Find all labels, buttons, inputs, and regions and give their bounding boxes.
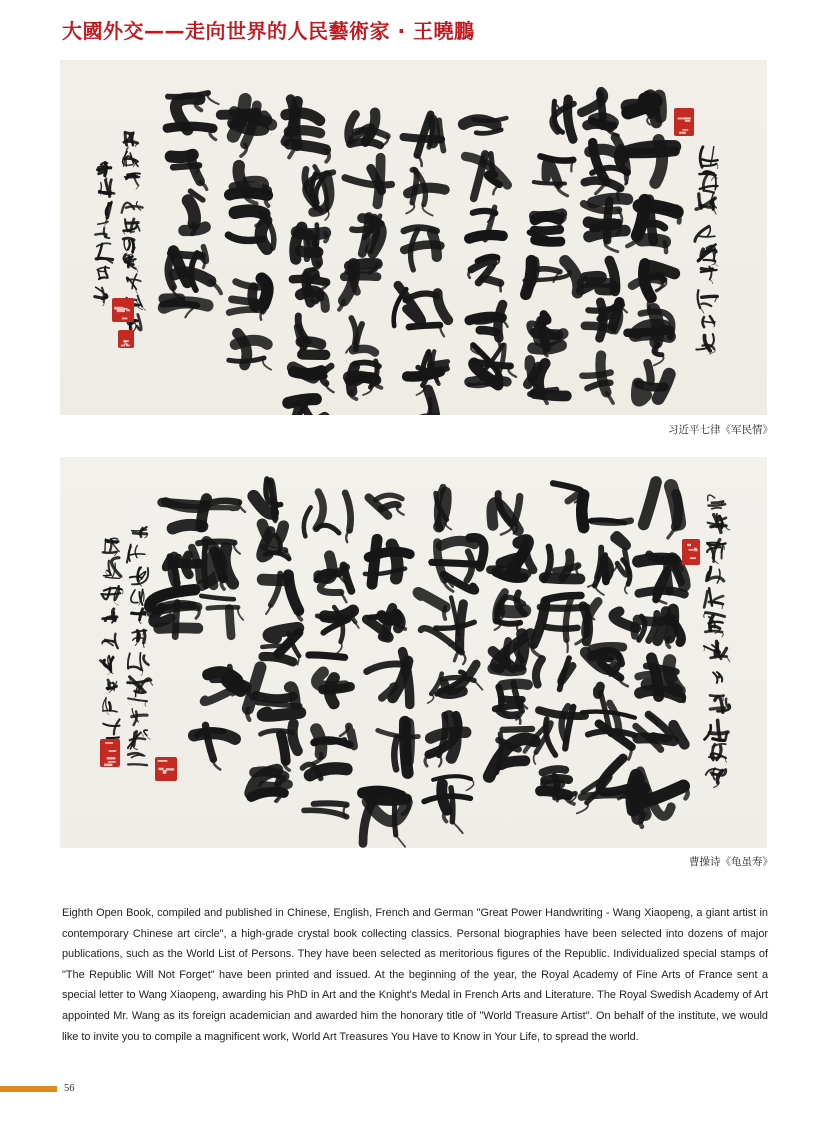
brush-stroke	[347, 269, 375, 272]
brush-stroke	[135, 641, 137, 646]
seal-carving	[158, 768, 163, 771]
page-title: 大國外交——走向世界的人民藝術家 · 王曉鵬	[62, 19, 475, 43]
brush-stroke	[721, 546, 723, 559]
brush-stroke	[201, 596, 234, 599]
brush-stroke	[412, 170, 416, 203]
seal-carving	[105, 742, 113, 744]
brush-stroke	[605, 240, 618, 251]
seal-carving	[163, 772, 167, 774]
seal-carving	[166, 768, 174, 770]
brush-stroke	[326, 383, 334, 392]
brush-stroke	[534, 752, 536, 764]
brush-stroke	[398, 285, 422, 321]
brush-stroke	[726, 699, 728, 707]
brush-stroke	[700, 147, 703, 168]
brush-stroke	[114, 601, 119, 606]
brush-stroke	[353, 349, 375, 353]
brush-stroke	[546, 627, 578, 629]
brush-stroke	[714, 189, 715, 194]
calligraphy-artwork-2	[60, 457, 767, 848]
brush-stroke	[713, 672, 717, 683]
brush-stroke	[553, 483, 580, 489]
brush-stroke	[439, 755, 442, 767]
brush-stroke	[718, 721, 721, 741]
brush-stroke	[263, 656, 293, 661]
brush-stroke	[627, 151, 675, 153]
seal-carving	[108, 761, 116, 763]
brush-stroke	[128, 698, 147, 701]
brush-stroke	[432, 120, 434, 144]
brush-stroke	[173, 525, 203, 529]
brush-stroke	[229, 667, 231, 689]
brush-stroke	[425, 755, 429, 767]
brush-stroke	[262, 646, 289, 647]
brush-stroke	[408, 723, 409, 761]
brush-stroke	[561, 666, 573, 682]
brush-stroke	[147, 735, 151, 739]
brush-stroke	[452, 822, 462, 833]
brush-stroke	[710, 695, 724, 696]
brush-stroke	[641, 240, 664, 242]
brush-stroke	[493, 185, 499, 195]
brush-stroke	[567, 640, 568, 652]
brush-stroke	[141, 732, 144, 736]
brush-stroke	[198, 542, 234, 544]
brush-stroke	[350, 377, 374, 380]
brush-stroke	[592, 655, 617, 656]
seal-carving	[687, 544, 691, 546]
brush-stroke	[480, 330, 497, 332]
brush-stroke	[637, 326, 664, 333]
brush-stroke	[355, 362, 379, 366]
brush-stroke	[536, 659, 542, 685]
brush-stroke	[704, 260, 716, 261]
brush-stroke	[171, 155, 193, 157]
brush-stroke	[137, 315, 141, 331]
brush-stroke	[304, 810, 347, 817]
brush-stroke	[261, 221, 267, 249]
brush-stroke	[132, 134, 133, 145]
seal-carving	[158, 760, 168, 762]
brush-stroke	[710, 280, 713, 284]
brush-stroke	[103, 552, 117, 553]
brush-stroke	[131, 614, 145, 615]
brush-stroke	[725, 733, 727, 741]
brush-stroke	[727, 657, 730, 662]
brush-stroke	[534, 214, 562, 217]
page-number: 56	[64, 1083, 75, 1094]
brush-stroke	[710, 708, 724, 709]
brush-stroke	[367, 664, 403, 672]
brush-stroke	[476, 362, 511, 366]
brush-stroke	[625, 584, 628, 593]
brush-stroke	[132, 530, 147, 531]
brush-stroke	[593, 199, 628, 203]
brush-stroke	[594, 223, 618, 228]
brush-stroke	[110, 180, 112, 193]
brush-stroke	[164, 302, 208, 307]
brush-stroke	[713, 209, 716, 214]
brush-stroke	[158, 606, 193, 611]
calligraphy-strokes	[100, 479, 730, 847]
brush-stroke	[566, 598, 571, 640]
brush-stroke	[615, 536, 626, 546]
brush-stroke	[325, 233, 327, 242]
brush-stroke	[97, 243, 111, 246]
brush-stroke	[130, 738, 145, 740]
brush-stroke	[490, 570, 527, 574]
brush-stroke	[704, 591, 707, 607]
brush-stroke	[304, 507, 311, 536]
brush-stroke	[520, 634, 524, 666]
brush-stroke	[124, 141, 138, 143]
brush-stroke	[105, 163, 106, 176]
brush-stroke	[502, 684, 527, 686]
brush-stroke	[238, 607, 243, 620]
brush-stroke	[651, 95, 657, 122]
brush-stroke	[501, 761, 525, 765]
brush-stroke	[534, 269, 560, 272]
brush-stroke	[128, 174, 135, 175]
brush-stroke	[503, 729, 532, 730]
brush-stroke	[128, 667, 140, 670]
brush-stroke	[571, 160, 573, 172]
brush-stroke	[130, 554, 145, 555]
brush-stroke	[128, 764, 147, 765]
brush-stroke	[529, 360, 532, 377]
brush-stroke	[99, 277, 108, 279]
seal-carving	[685, 120, 690, 122]
brush-stroke	[418, 593, 445, 608]
brush-stroke	[444, 607, 445, 619]
brush-stroke	[703, 191, 713, 193]
brush-stroke	[468, 270, 471, 278]
brush-stroke	[345, 493, 350, 530]
brush-stroke	[491, 154, 493, 172]
brush-stroke	[194, 733, 235, 739]
brush-stroke	[712, 744, 714, 758]
seal-carving	[126, 345, 130, 347]
seal-carving	[122, 318, 128, 320]
brush-stroke	[545, 784, 561, 785]
brush-stroke	[417, 155, 421, 166]
seal-carving	[690, 557, 696, 559]
brush-stroke	[466, 156, 508, 185]
brush-stroke	[704, 613, 706, 618]
brush-stroke	[704, 725, 710, 739]
seal-carving	[124, 340, 127, 343]
brush-stroke	[141, 671, 143, 676]
brush-stroke	[273, 513, 276, 521]
brush-stroke	[323, 687, 350, 690]
brush-stroke	[128, 680, 150, 683]
brush-stroke	[677, 212, 680, 222]
brush-stroke	[289, 687, 295, 705]
brush-stroke	[133, 533, 146, 534]
brush-stroke	[375, 495, 402, 500]
brush-stroke	[314, 803, 347, 804]
brush-stroke	[326, 150, 330, 162]
brush-stroke	[247, 709, 249, 720]
brush-stroke	[304, 407, 315, 415]
brush-stroke	[319, 556, 333, 579]
brush-stroke	[555, 566, 578, 571]
brush-stroke	[263, 713, 300, 716]
brush-stroke	[583, 606, 588, 642]
brush-stroke	[717, 641, 727, 656]
brush-stroke	[128, 241, 130, 250]
brush-stroke	[136, 269, 138, 272]
brush-stroke	[316, 178, 324, 204]
brush-stroke	[534, 230, 560, 231]
brush-stroke	[712, 508, 721, 509]
brush-stroke	[188, 201, 195, 224]
brush-stroke	[124, 240, 126, 250]
brush-stroke	[722, 632, 723, 637]
brush-stroke	[394, 738, 397, 770]
brush-stroke	[665, 242, 667, 252]
brush-stroke	[109, 702, 110, 710]
brush-stroke	[698, 290, 701, 308]
seal-carving	[682, 129, 688, 131]
brush-stroke	[229, 609, 231, 636]
brush-stroke	[112, 558, 121, 577]
brush-stroke	[130, 577, 143, 578]
brush-stroke	[106, 698, 108, 711]
brush-stroke	[473, 211, 496, 213]
brush-stroke	[316, 492, 323, 528]
body-paragraph: Eighth Open Book, compiled and published in Chinese, English, French and German "Great Power Handwriting - Wang Xiaopeng, a giant artist in contemporary Chinese art circle", a high-grade crystal book collecting classics. Personal biographies have been selected into dozens of major publications, such as the World List of Persons. They have been selected as meritorious figures of the Republic. Individualized special stamps of "The Republic Will Not Forget" have been printed and issued. At the beginning of the year, the Royal Academy of Fine Arts of France sent a special letter to Wang Xiaopeng, awarding his PhD in Art and the Knight's Medal in French Arts and Literature. The Royal Swedish Academy of Art appointed Mr. Wang as its foreign academician and awarded him the honorary title of "World Treasure Artist". On behalf of the institute, we would like to invite you to compile a magnificent work, World Art Treasures You Have to Know in Your Life, to spread the world.	[62, 907, 768, 1043]
brush-stroke	[262, 279, 268, 305]
brush-stroke	[492, 503, 518, 531]
seal-stamp	[682, 539, 700, 565]
brush-stroke	[256, 696, 293, 699]
brush-stroke	[349, 727, 354, 747]
brush-stroke	[122, 589, 123, 594]
brush-stroke	[225, 548, 234, 584]
brush-stroke	[709, 544, 714, 562]
seal-carving	[109, 750, 117, 752]
brush-stroke	[416, 386, 424, 396]
brush-stroke	[702, 269, 713, 270]
brush-stroke	[462, 652, 466, 664]
brush-stroke	[595, 586, 604, 595]
brush-stroke	[125, 177, 139, 178]
brush-stroke	[698, 236, 715, 237]
brush-stroke	[131, 590, 138, 603]
brush-stroke	[432, 233, 437, 257]
calligraphy-artwork-1-image	[60, 60, 767, 415]
seal-carving	[689, 549, 695, 551]
brush-stroke	[144, 630, 145, 643]
brush-stroke	[438, 293, 449, 320]
brush-stroke	[230, 193, 268, 196]
brush-stroke	[143, 656, 148, 665]
brush-stroke	[289, 130, 320, 133]
brush-stroke	[137, 633, 138, 641]
brush-stroke	[599, 288, 615, 291]
brush-stroke	[288, 575, 298, 611]
brush-stroke	[701, 249, 703, 257]
brush-stroke	[281, 735, 286, 762]
brush-stroke	[451, 788, 453, 822]
brush-stroke	[235, 340, 267, 344]
brush-stroke	[409, 325, 440, 327]
seal-carving	[121, 345, 125, 347]
brush-stroke	[648, 266, 675, 274]
brush-stroke	[132, 240, 133, 252]
brush-stroke	[638, 559, 675, 562]
seal-carving	[117, 310, 125, 313]
brush-stroke	[115, 634, 118, 649]
calligraphy-strokes	[95, 92, 719, 416]
brush-stroke	[592, 521, 631, 523]
brush-stroke	[288, 399, 316, 403]
brush-stroke	[309, 235, 318, 262]
brush-stroke	[105, 539, 106, 553]
brush-stroke	[658, 374, 669, 398]
brush-stroke	[208, 607, 238, 608]
artwork-caption-2: 曹操诗《龟虽寿》	[689, 856, 773, 868]
brush-stroke	[210, 553, 214, 586]
brush-stroke	[716, 164, 718, 169]
brush-stroke	[695, 226, 709, 241]
brush-stroke	[474, 680, 482, 689]
brush-stroke	[396, 835, 405, 847]
brush-stroke	[317, 616, 348, 618]
brush-stroke	[133, 746, 137, 750]
seal-carving	[679, 132, 686, 134]
brush-stroke	[656, 570, 668, 600]
brush-stroke	[540, 791, 568, 795]
seal-carving	[124, 343, 128, 344]
brush-stroke	[701, 304, 711, 307]
brush-stroke	[140, 609, 143, 620]
brush-stroke	[671, 486, 679, 523]
brush-stroke	[545, 595, 581, 600]
seal-carving	[114, 307, 123, 310]
artwork-caption-1: 习近平七律《军民情》	[668, 424, 773, 436]
brush-stroke	[144, 730, 148, 735]
brush-stroke	[543, 769, 566, 772]
brush-stroke	[702, 296, 718, 297]
brush-stroke	[184, 227, 205, 231]
brush-stroke	[702, 164, 716, 166]
brush-stroke	[292, 724, 297, 751]
brush-stroke	[260, 310, 263, 320]
brush-stroke	[433, 776, 471, 780]
brush-stroke	[444, 810, 447, 821]
brush-stroke	[307, 271, 315, 274]
brush-stroke	[644, 482, 656, 524]
calligraphy-artwork-2-image	[60, 457, 767, 848]
brush-stroke	[639, 206, 677, 212]
brush-stroke	[107, 737, 119, 738]
brush-stroke	[377, 158, 380, 205]
brush-stroke	[315, 740, 345, 743]
brush-stroke	[600, 356, 606, 393]
brush-stroke	[239, 502, 245, 512]
footer-accent-bar	[0, 1086, 57, 1092]
calligraphy-artwork-1	[60, 60, 767, 415]
brush-stroke	[351, 318, 356, 343]
brush-stroke	[713, 739, 724, 741]
brush-stroke	[708, 495, 715, 501]
brush-stroke	[168, 93, 208, 97]
brush-stroke	[587, 124, 610, 127]
brush-stroke	[162, 502, 206, 505]
seal-carving	[104, 764, 112, 767]
brush-stroke	[535, 333, 557, 335]
seal-carving	[127, 309, 130, 311]
brush-stroke	[97, 267, 109, 269]
brush-stroke	[293, 368, 313, 378]
seal-carving	[107, 757, 116, 760]
brush-stroke	[221, 578, 224, 589]
brush-stroke	[211, 281, 221, 293]
brush-stroke	[702, 159, 717, 161]
brush-stroke	[428, 390, 436, 415]
brush-stroke	[310, 768, 347, 775]
brush-stroke	[699, 174, 715, 176]
brush-stroke	[546, 162, 558, 184]
brush-stroke	[372, 539, 377, 584]
brush-stroke	[315, 296, 325, 309]
brush-stroke	[655, 342, 656, 353]
brush-stroke	[600, 302, 604, 338]
brush-stroke	[200, 247, 207, 262]
brush-stroke	[101, 593, 120, 594]
brush-stroke	[464, 120, 496, 125]
seal-carving	[684, 117, 691, 119]
brush-stroke	[581, 795, 627, 798]
brush-stroke	[576, 566, 578, 575]
brush-stroke	[126, 206, 142, 207]
brush-stroke	[582, 495, 584, 528]
brush-stroke	[502, 699, 522, 700]
brush-stroke	[309, 655, 345, 657]
brush-stroke	[136, 186, 138, 190]
brush-stroke	[544, 578, 580, 579]
brush-stroke	[135, 545, 137, 557]
brush-stroke	[706, 613, 725, 617]
brush-stroke	[103, 618, 116, 619]
brush-stroke	[167, 126, 213, 128]
brush-stroke	[647, 363, 650, 382]
brush-stroke	[104, 660, 108, 667]
brush-stroke	[289, 144, 325, 150]
brush-stroke	[711, 526, 726, 527]
brush-stroke	[710, 147, 714, 167]
brush-stroke	[544, 547, 550, 580]
brush-stroke	[700, 308, 704, 313]
brush-stroke	[172, 557, 175, 583]
